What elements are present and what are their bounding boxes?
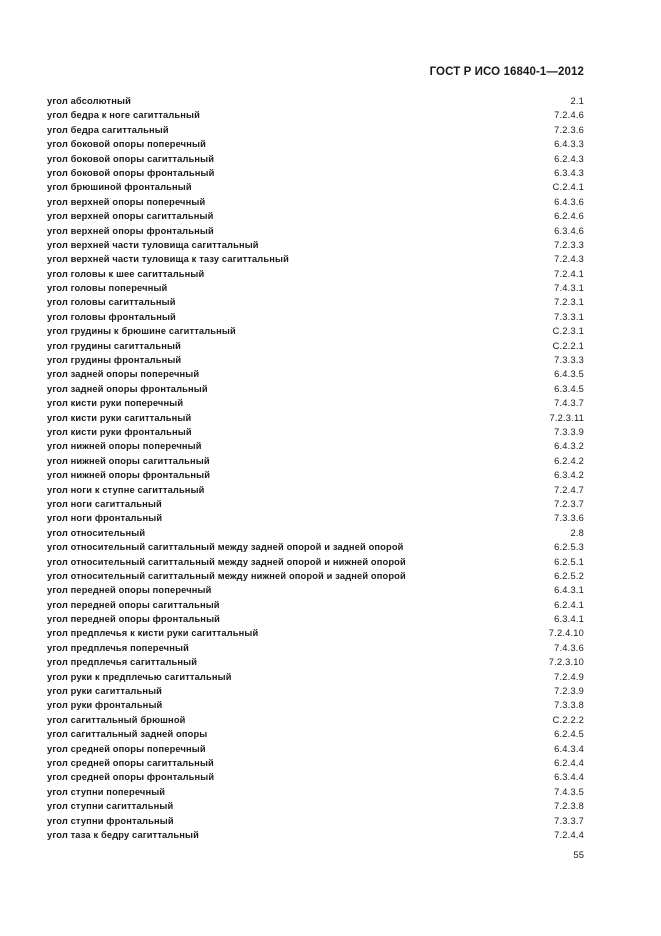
index-entry (47, 295, 584, 309)
index-term: угол задней опоры фронтальный (47, 383, 208, 394)
index-term: угол ноги фронтальный (47, 513, 163, 524)
index-entry (47, 770, 584, 784)
index-reference: 7.2.4.6 (554, 110, 584, 121)
index-reference: С.2.3.1 (552, 326, 584, 337)
index-entry (47, 324, 584, 338)
index-entry (47, 94, 584, 108)
index-reference: 7.2.4.10 (548, 628, 584, 639)
index-reference: 7.3.3.8 (554, 700, 584, 711)
index-term: угол абсолютный (47, 96, 131, 106)
index-reference: 7.3.3.6 (554, 513, 584, 524)
index-reference: 6.4.3.4 (554, 743, 584, 754)
index-reference: 6.2.4.3 (554, 153, 584, 164)
index-entry (47, 468, 584, 482)
index-term: угол кисти руки поперечный (47, 398, 184, 409)
index-entry (47, 785, 584, 799)
index-reference: 6.4.3.1 (554, 585, 584, 596)
index-reference: 6.4.3.5 (554, 369, 584, 380)
page-number: 55 (573, 850, 584, 861)
index-reference: 6.3.4.3 (554, 167, 584, 178)
index-entry (47, 367, 584, 381)
index-term: угол верхней опоры поперечный (47, 196, 206, 207)
index-entry (47, 612, 584, 626)
index-entry (47, 123, 584, 137)
index-reference: 7.4.3.5 (554, 786, 584, 797)
index-entry (47, 742, 584, 756)
index-term: угол передней опоры поперечный (47, 585, 212, 596)
index-term: угол относительный (47, 527, 146, 538)
index-entry (47, 497, 584, 511)
index-entry (47, 698, 584, 712)
index-reference: 6.2.5.1 (554, 556, 584, 567)
index-term: угол передней опоры сагиттальный (47, 599, 220, 610)
index-term: угол предплечья поперечный (47, 642, 189, 653)
index-term: угол ступни поперечный (47, 786, 166, 797)
index-reference: 6.3.4.5 (554, 383, 584, 394)
index-reference: 6.4.3.3 (554, 139, 584, 150)
index-term: угол верхней части туловища сагиттальный (47, 239, 259, 250)
index-entry (47, 166, 584, 180)
index-entry (47, 713, 584, 727)
index-entry (47, 281, 584, 295)
index-entry (47, 252, 584, 266)
index-term: угол сагиттальный брюшной (47, 714, 186, 725)
index-reference: 6.4.3.6 (554, 196, 584, 207)
index-term: угол руки фронтальный (47, 700, 163, 711)
index-reference: 7.2.4.3 (554, 254, 584, 265)
index-entry (47, 454, 584, 468)
index-entry (47, 137, 584, 151)
index-reference: С.2.4.1 (552, 182, 584, 193)
index-term: угол боковой опоры фронтальный (47, 167, 215, 178)
index-reference: 6.2.4.1 (554, 599, 584, 610)
index-entry (47, 569, 584, 583)
index-term: угол средней опоры поперечный (47, 743, 206, 754)
index-term: угол бедра к ноге сагиттальный (47, 110, 200, 121)
index-term: угол кисти руки фронтальный (47, 426, 192, 437)
index-entry (47, 224, 584, 238)
index-entry (47, 483, 584, 497)
index-term: угол относительный сагиттальный между нижней опорой и задней опорой (47, 570, 406, 581)
index-term: угол головы фронтальный (47, 311, 176, 322)
index-reference: С.2.2.2 (552, 714, 584, 725)
index-term: угол нижней опоры фронтальный (47, 470, 211, 481)
index-term: угол бедра сагиттальный (47, 124, 169, 135)
index-entry (47, 353, 584, 367)
index-entry (47, 756, 584, 770)
index-reference: 6.2.4.4 (554, 757, 584, 768)
index-reference: 6.2.4.2 (554, 455, 584, 466)
index-term: угол грудины сагиттальный (47, 340, 181, 351)
index-term: угол руки к предплечью сагиттальный (47, 671, 232, 682)
index-reference: 7.2.4.7 (554, 484, 584, 495)
index-entry (47, 108, 584, 122)
index-reference: 7.2.4.1 (554, 268, 584, 279)
index-term: угол боковой опоры сагиттальный (47, 153, 215, 164)
index-entry (47, 641, 584, 655)
index-reference: 7.4.3.1 (554, 283, 584, 294)
index-reference: 6.3.4.6 (554, 225, 584, 236)
index-reference: 6.3.4.2 (554, 470, 584, 481)
index-reference: 7.3.3.7 (554, 815, 584, 826)
index-term: угол ступни фронтальный (47, 815, 174, 826)
index-term: угол относительный сагиттальный между задней опорой и задней опорой (47, 542, 404, 553)
index-term: угол головы сагиттальный (47, 297, 176, 308)
index-reference: 7.2.3.1 (554, 297, 584, 308)
index-entry (47, 511, 584, 525)
index-entry (47, 310, 584, 324)
index-reference: 2.8 (570, 527, 584, 538)
index-entry (47, 152, 584, 166)
index-entry (47, 382, 584, 396)
index-term: угол головы к шее сагиттальный (47, 268, 205, 279)
index-term: угол верхней опоры фронтальный (47, 225, 214, 236)
index-entry (47, 626, 584, 640)
index-reference: 6.3.4.1 (554, 614, 584, 625)
index-term: угол ступни сагиттальный (47, 801, 174, 812)
index-reference: 6.2.4.6 (554, 211, 584, 222)
index-entry (47, 555, 584, 569)
index-term: угол ноги сагиттальный (47, 498, 162, 509)
index-term: угол нижней опоры сагиттальный (47, 455, 210, 466)
index-reference: 6.4.3.2 (554, 441, 584, 452)
index-reference: 6.2.5.3 (554, 542, 584, 553)
index-entry (47, 655, 584, 669)
index-entry (47, 396, 584, 410)
index-term: угол средней опоры сагиттальный (47, 757, 214, 768)
index-reference: С.2.2.1 (552, 340, 584, 351)
index-reference: 7.2.3.6 (554, 124, 584, 135)
index-term: угол сагиттальный задней опоры (47, 729, 208, 740)
index-reference: 7.2.4.9 (554, 671, 584, 682)
index-entry (47, 411, 584, 425)
index-reference: 7.3.3.9 (554, 426, 584, 437)
index-term: угол головы поперечный (47, 283, 168, 294)
index-reference: 6.3.4.4 (554, 772, 584, 783)
index-list (47, 94, 584, 842)
index-reference: 7.4.3.6 (554, 642, 584, 653)
index-entry (47, 684, 584, 698)
index-term: угол грудины к брюшине сагиттальный (47, 326, 236, 337)
index-term: угол предплечья сагиттальный (47, 657, 198, 668)
index-entry (47, 598, 584, 612)
index-entry (47, 267, 584, 281)
index-reference: 7.2.3.7 (554, 498, 584, 509)
index-entry (47, 540, 584, 554)
index-entry (47, 814, 584, 828)
index-term: угол средней опоры фронтальный (47, 772, 215, 783)
index-reference: 7.2.3.10 (548, 657, 584, 668)
index-entry (47, 425, 584, 439)
index-term: угол предплечья к кисти руки сагиттальный (47, 628, 259, 639)
index-reference: 6.2.4.5 (554, 729, 584, 740)
index-reference: 6.2.5.2 (554, 570, 584, 581)
index-term: угол верхней опоры сагиттальный (47, 211, 214, 222)
index-term: угол относительный сагиттальный между задней опорой и нижней опорой (47, 556, 406, 567)
index-term: угол брюшиной фронтальный (47, 182, 192, 193)
index-term: угол боковой опоры поперечный (47, 139, 206, 150)
index-entry (47, 583, 584, 597)
index-reference: 2.1 (570, 96, 584, 106)
index-entry (47, 727, 584, 741)
index-entry (47, 209, 584, 223)
index-entry (47, 526, 584, 540)
index-term: угол передней опоры фронтальный (47, 614, 221, 625)
index-term: угол таза к бедру сагиттальный (47, 829, 200, 840)
index-reference: 7.4.3.7 (554, 398, 584, 409)
index-entry (47, 195, 584, 209)
index-reference: 7.2.3.8 (554, 801, 584, 812)
index-term: угол задней опоры поперечный (47, 369, 200, 380)
index-entry (47, 670, 584, 684)
index-term: угол нижней опоры поперечный (47, 441, 202, 452)
index-entry (47, 439, 584, 453)
index-reference: 7.2.3.9 (554, 686, 584, 697)
index-entry (47, 180, 584, 194)
index-reference: 7.2.4.4 (554, 829, 584, 840)
index-term: угол кисти руки сагиттальный (47, 412, 192, 423)
index-term: угол верхней части туловища к тазу сагиттальный (47, 254, 289, 265)
index-entry (47, 799, 584, 813)
index-entry (47, 238, 584, 252)
index-reference: 7.3.3.3 (554, 355, 584, 366)
index-entry (47, 339, 584, 353)
index-reference: 7.3.3.1 (554, 311, 584, 322)
document-header: ГОСТ Р ИСО 16840-1—2012 (429, 66, 584, 78)
index-term: угол грудины фронтальный (47, 355, 182, 366)
index-term: угол ноги к ступне сагиттальный (47, 484, 205, 495)
index-reference: 7.2.3.11 (549, 412, 584, 423)
index-term: угол руки сагиттальный (47, 686, 163, 697)
index-entry (47, 828, 584, 842)
index-reference: 7.2.3.3 (554, 239, 584, 250)
